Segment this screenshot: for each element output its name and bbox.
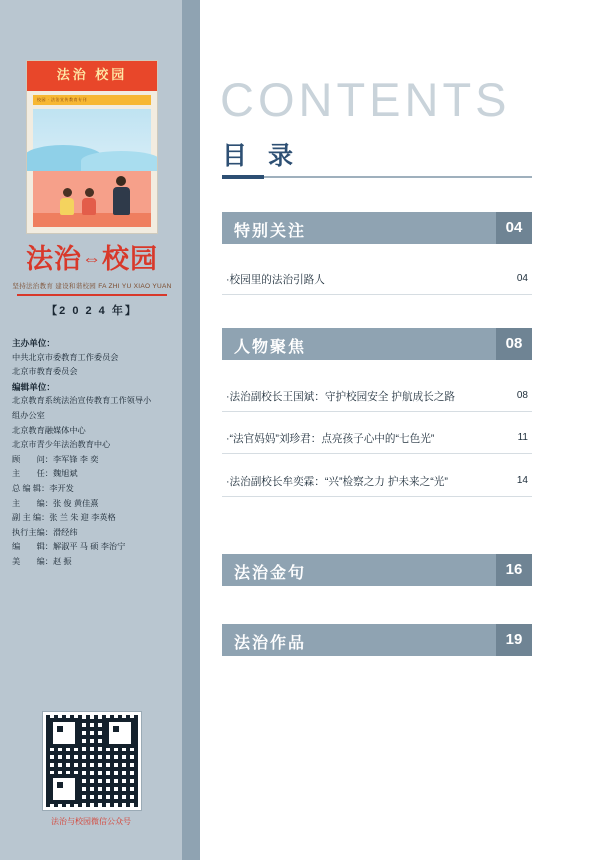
toc-entry-page: 14 <box>516 475 528 486</box>
qr-caption: 法治与校园微信公众号 <box>51 817 131 826</box>
figure-head <box>85 188 94 197</box>
contents-panel <box>200 0 600 860</box>
credits-line: 中共北京市委教育工作委员会 <box>12 352 119 362</box>
toc-entry-title: ·法治副校长牟奕霖：“兴”检察之力 护未来之“光” <box>226 476 448 488</box>
toc-entry[interactable] <box>222 381 532 412</box>
logo-subtitle: 坚持法治教育 建设和谐校园 FA ZHI YU XIAO YUAN <box>12 283 172 290</box>
qr-finder-top-left <box>49 718 79 748</box>
credits-line: 副 主 编：张 兰 朱 迎 李英格 <box>12 513 116 523</box>
masthead-credits <box>12 336 180 570</box>
credits-line: 北京教育融媒体中心 <box>12 425 86 435</box>
cover-hill-right <box>81 151 158 171</box>
credits-line: 编辑单位： <box>12 381 55 392</box>
sidebar <box>0 0 182 860</box>
figure-body <box>82 198 96 215</box>
qr-finder-bottom-left <box>49 774 79 804</box>
qr-finder-top-right <box>105 718 135 748</box>
credits-line: 总 编 辑：李开发 <box>12 483 74 493</box>
toc-entry-title: ·“法官妈妈”刘珍君：点亮孩子心中的“七色光” <box>226 433 435 445</box>
logo-ring-icon: ⇔ <box>82 249 102 270</box>
credits-line: 美 编：赵 振 <box>12 556 72 566</box>
credits-line: 顾 问：李军锋 李 奕 <box>12 454 99 464</box>
figure-head <box>116 176 126 186</box>
toc-entry[interactable] <box>222 466 532 497</box>
cover-illustration-sky <box>33 109 151 171</box>
credits-line: 编 辑：解淑平 马 硕 李治宁 <box>12 542 126 552</box>
cover-band-text: 校园 · 法治宣传教育专刊 <box>37 97 88 102</box>
credits-line: 执行主编：滑经纬 <box>12 527 78 537</box>
masthead-logo <box>10 244 174 318</box>
cover-subtitle-band <box>33 95 151 105</box>
logo-year: 【2 0 2 4 年】 <box>46 305 138 317</box>
credits-line: 北京教育系统法治宣传教育工作领导小 <box>12 396 152 406</box>
section-title: 人物聚焦 <box>234 339 307 356</box>
cover-figure-child-2 <box>81 188 97 215</box>
toc-entry[interactable] <box>222 423 532 454</box>
toc-entry-title: ·校园里的法治引路人 <box>226 274 325 286</box>
section-header-1[interactable] <box>222 328 532 360</box>
toc-entry-page: 04 <box>516 273 528 284</box>
toc-entry-page: 08 <box>516 390 528 401</box>
toc-entry-page: 11 <box>517 432 528 443</box>
contents-heading-divider <box>222 176 532 178</box>
credits-line: 主 任：魏旭斌 <box>12 469 78 479</box>
section-page-number: 16 <box>496 554 532 586</box>
section-title: 法治作品 <box>234 635 307 652</box>
credits-line: 主 编：张 俊 黄佳熹 <box>12 498 99 508</box>
section-page-number: 19 <box>496 624 532 656</box>
section-header-0[interactable] <box>222 212 532 244</box>
credits-line: 北京市教育委员会 <box>12 367 78 377</box>
cover-figure-adult <box>111 176 131 215</box>
cover-figure-child-1 <box>59 188 75 215</box>
toc-entry[interactable] <box>222 264 532 295</box>
logo-divider <box>17 294 167 296</box>
contents-heading-en: CONTENTS <box>220 73 511 126</box>
section-page-number: 04 <box>496 212 532 244</box>
cover-ground <box>33 213 151 227</box>
logo-text-left: 法治 <box>26 244 82 274</box>
cover-title: 法治 校园 <box>56 67 128 82</box>
figure-head <box>63 188 72 197</box>
section-header-3[interactable] <box>222 624 532 656</box>
section-title: 特别关注 <box>234 223 307 240</box>
figure-body <box>113 187 130 215</box>
cover-illustration-figures <box>33 171 151 227</box>
sidebar-inner <box>0 0 182 860</box>
section-header-2[interactable] <box>222 554 532 586</box>
credits-line: 主办单位： <box>12 338 55 348</box>
magazine-cover-thumbnail <box>26 60 158 234</box>
logo-text-right: 校园 <box>102 244 158 274</box>
section-title: 法治金句 <box>234 565 307 582</box>
qr-code-image <box>43 712 141 810</box>
wechat-qr-block <box>43 712 139 827</box>
credits-line: 北京市青少年法治教育中心 <box>12 440 111 450</box>
sidebar-edge-strip <box>182 0 200 860</box>
credits-line: 组办公室 <box>12 410 45 420</box>
figure-body <box>60 198 74 215</box>
section-page-number: 08 <box>496 328 532 360</box>
logo-main-row <box>10 244 174 278</box>
toc-entry-title: ·法治副校长王国斌：守护校园安全 护航成长之路 <box>226 391 455 403</box>
contents-heading-cn: 目 录 <box>222 142 300 170</box>
